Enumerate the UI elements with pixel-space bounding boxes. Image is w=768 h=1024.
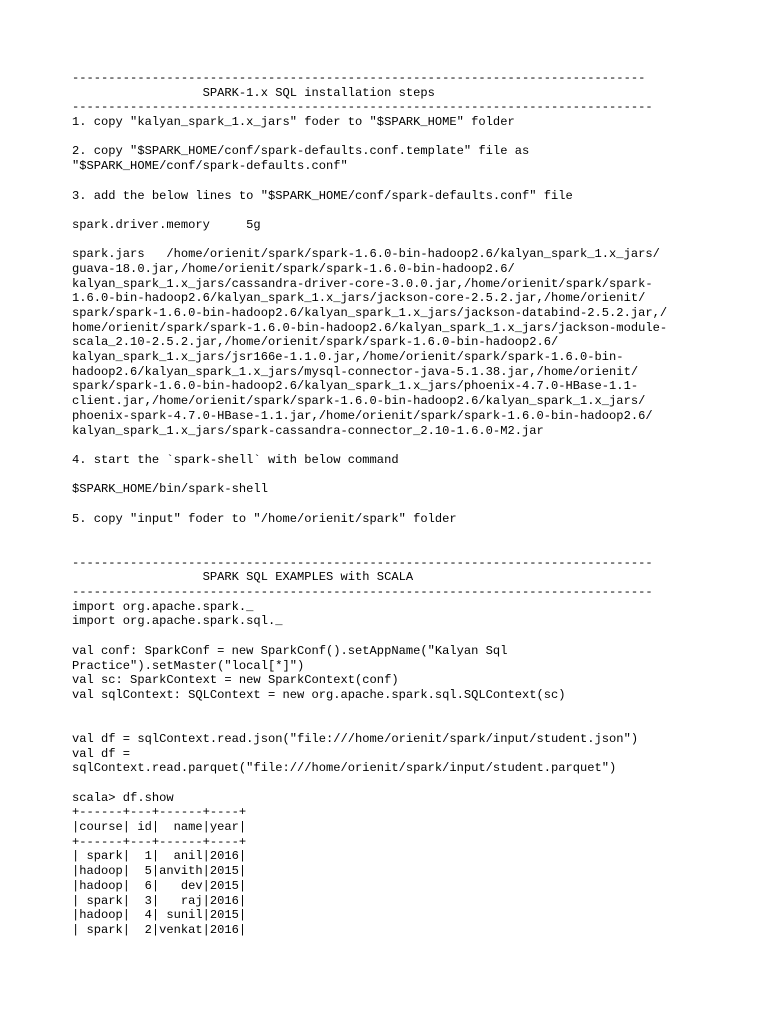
document-line: val sqlContext: SQLContext = new org.apache.spark.sql.SQLContext(sc) [72, 687, 566, 702]
document-line: |course| id| name|year| [72, 820, 247, 835]
document-line: | spark| 1| anil|2016| [72, 849, 247, 864]
document-line: +------+---+------+----+ [72, 834, 247, 849]
document-line: -------------------------------------------------------------------------------- [72, 100, 653, 115]
document-line [72, 497, 702, 512]
document-line: 2. copy "$SPARK_HOME/conf/spark-defaults.conf.template" file as [72, 144, 530, 159]
document-line: |hadoop| 6| dev|2015| [72, 878, 247, 893]
document-line: kalyan_spark_1.x_jars/spark-cassandra-connector_2.10-1.6.0-M2.jar [72, 423, 544, 438]
document-line [72, 203, 702, 218]
document-line: kalyan_spark_1.x_jars/cassandra-driver-core-3.0.0.jar,/home/orienit/spark/spark- [72, 276, 653, 291]
document-line: | spark| 3| raj|2016| [72, 893, 247, 908]
document-line [72, 629, 702, 644]
document-line [72, 776, 702, 791]
document-line: home/orienit/spark/spark-1.6.0-bin-hadoop2.6/kalyan_spark_1.x_jars/jackson-module- [72, 320, 668, 335]
document-line: |hadoop| 5|anvith|2015| [72, 864, 247, 879]
document-line [72, 233, 702, 248]
document-line: +------+---+------+----+ [72, 805, 247, 820]
document-line: 1.6.0-bin-hadoop2.6/kalyan_spark_1.x_jars/jackson-core-2.5.2.jar,/home/orienit/ [72, 291, 646, 306]
document-line: 1. copy "kalyan_spark_1.x_jars" foder to "$SPARK_HOME" folder [72, 115, 515, 130]
document-line: ------------------------------------------------------------------------------- [72, 71, 646, 85]
document-line: Practice").setMaster("local[*]") [72, 658, 305, 673]
document-line: spark/spark-1.6.0-bin-hadoop2.6/kalyan_spark_1.x_jars/jackson-databind-2.5.2.jar,/ [72, 306, 668, 320]
document-line: scala_2.10-2.5.2.jar,/home/orienit/spark/spark-1.6.0-bin-hadoop2.6/ [72, 335, 559, 350]
document-line: "$SPARK_HOME/conf/spark-defaults.conf" [72, 159, 348, 174]
document-line: $SPARK_HOME/bin/spark-shell [72, 482, 268, 497]
document-line: val sc: SparkContext = new SparkContext(conf) [72, 673, 399, 688]
document-line: spark/spark-1.6.0-bin-hadoop2.6/kalyan_spark_1.x_jars/phoenix-4.7.0-HBase-1.1- [72, 379, 639, 394]
document-line: hadoop2.6/kalyan_spark_1.x_jars/mysql-connector-java-5.1.38.jar,/home/orienit/ [72, 364, 639, 379]
document-line: | spark| 2|venkat|2016| [72, 922, 247, 937]
document-line: spark.jars /home/orienit/spark/spark-1.6.0-bin-hadoop2.6/kalyan_spark_1.x_jars/ [72, 247, 660, 262]
document-line: kalyan_spark_1.x_jars/jsr166e-1.1.0.jar,/home/orienit/spark/spark-1.6.0-bin- [72, 350, 624, 365]
document-line: sqlContext.read.parquet("file:///home/orienit/spark/input/student.parquet") [72, 761, 617, 776]
document-line [72, 541, 702, 556]
document-line: client.jar,/home/orienit/spark/spark-1.6.0-bin-hadoop2.6/kalyan_spark_1.x_jars/ [72, 394, 646, 409]
document-line: spark.driver.memory 5g [72, 217, 261, 232]
document-line: val conf: SparkConf = new SparkConf().setAppName("Kalyan Sql [72, 643, 508, 658]
document-line [72, 717, 702, 732]
document-line: |hadoop| 4| sunil|2015| [72, 908, 247, 923]
document-line: val df = sqlContext.read.json("file:///home/orienit/spark/input/student.json") [72, 731, 639, 746]
document-line: 5. copy "input" foder to "/home/orienit/spark" folder [72, 511, 457, 526]
document-line [72, 438, 702, 453]
document-line: 4. start the `spark-shell` with below command [72, 452, 399, 467]
document-line: phoenix-spark-4.7.0-HBase-1.1.jar,/home/orienit/spark/spark-1.6.0-bin-hadoop2.6/ [72, 408, 653, 423]
document-line: guava-18.0.jar,/home/orienit/spark/spark-1.6.0-bin-hadoop2.6/ [72, 261, 515, 276]
document-line: SPARK-1.x SQL installation steps [72, 85, 435, 100]
document-line: scala> df.show [72, 790, 174, 805]
document-body [72, 71, 702, 938]
document-line: import org.apache.spark._ [72, 599, 254, 614]
document-line [72, 174, 702, 189]
document-line [72, 130, 702, 145]
document-line: val df = [72, 746, 131, 761]
document-line [72, 703, 702, 718]
document-line: -------------------------------------------------------------------------------- [72, 585, 653, 600]
document-line: SPARK SQL EXAMPLES with SCALA [72, 570, 414, 585]
document-line: 3. add the below lines to "$SPARK_HOME/conf/spark-defaults.conf" file [72, 188, 573, 203]
document-line [72, 468, 702, 483]
document-line [72, 526, 702, 541]
document-line: -------------------------------------------------------------------------------- [72, 555, 653, 570]
document-line: import org.apache.spark.sql._ [72, 614, 283, 629]
